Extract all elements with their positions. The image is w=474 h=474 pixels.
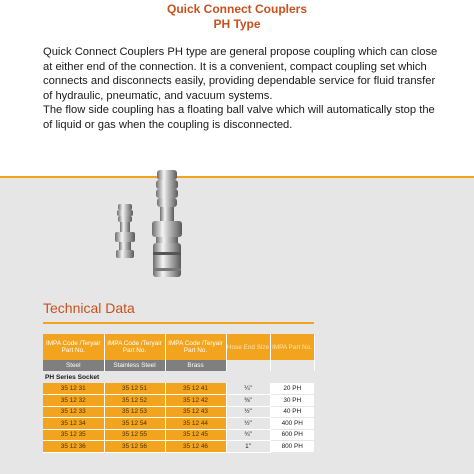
series-row: [43, 371, 314, 383]
page-title: Quick Connect Couplers: [166, 2, 308, 16]
column-header: Hose End Size: [226, 334, 270, 360]
technical-data-heading: Technical Data: [43, 300, 135, 316]
column-header: IMPA Code /Teryair Part No.: [43, 334, 104, 360]
table-header-row: [43, 334, 314, 360]
material-label: Stainless Steel: [104, 360, 165, 371]
large-coupler-image: [152, 170, 182, 277]
description-paragraph-1: Quick Connect Couplers PH type are general propose coupling which can close at either end of the connection. It is a convenient, compact coupling set which connects and disconnects easily, providing dependable service for fluid transfer of hydraulic, pneumatic, and vacuum systems.: [43, 46, 438, 102]
product-description: [43, 45, 443, 133]
column-header: IMPA Part No.: [270, 334, 314, 360]
technical-data-table: [43, 334, 315, 453]
series-label: PH Series Socket: [43, 371, 314, 383]
table-row: 35 12 32 35 12 52 35 12 42 ⅜" 30 PH: [43, 395, 314, 407]
column-header: IMPA Code /Teryair Part No.: [104, 334, 165, 360]
description-panel: [0, 0, 474, 182]
table-row: 35 12 31 35 12 51 35 12 41 ¼" 20 PH: [43, 383, 314, 395]
table-row: 35 12 35 35 12 55 35 12 45 ¾" 600 PH: [43, 429, 314, 441]
page-subtitle: PH Type: [213, 17, 261, 31]
material-label: Brass: [165, 360, 226, 371]
column-header: IMPA Code /Teryair Part No.: [165, 334, 226, 360]
description-paragraph-2: The flow side coupling has a floating ball valve which will automatically stop the of liquid or gas when the coupling is disconnected.: [43, 104, 435, 131]
table-row: 35 12 34 35 12 54 35 12 44 ½" 400 PH: [43, 418, 314, 430]
heading-underline: [43, 322, 314, 324]
section-divider: [0, 176, 474, 178]
table-row: 35 12 36 35 12 56 35 12 46 1" 800 PH: [43, 441, 314, 453]
small-coupler-image: [115, 204, 135, 258]
material-row: [43, 360, 314, 371]
table-row: 35 12 33 35 12 53 35 12 43 ½" 40 PH: [43, 406, 314, 418]
material-label: Steel: [43, 360, 104, 371]
coupler-fittings-photo: [100, 168, 220, 288]
